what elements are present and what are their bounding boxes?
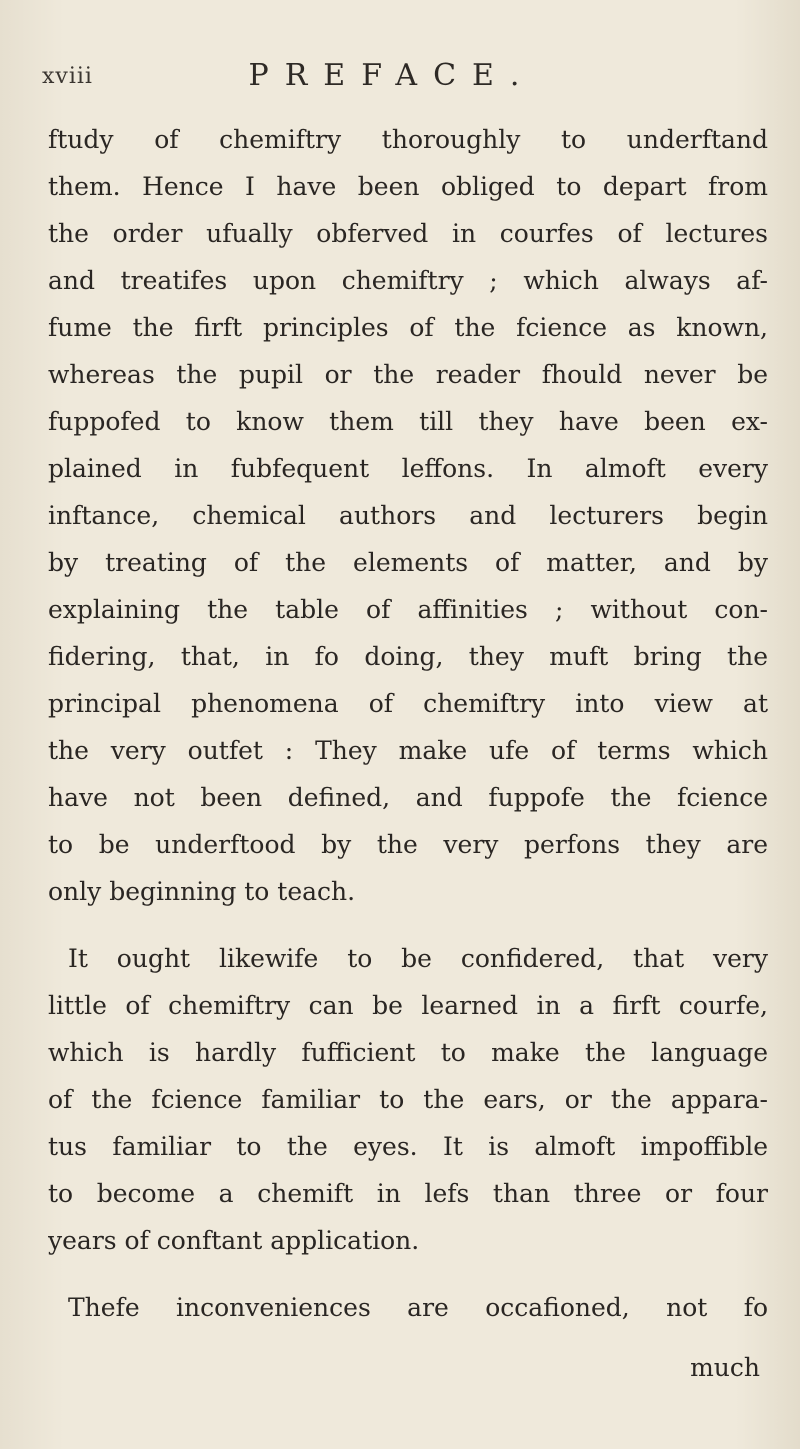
text-line: Thefe inconveniences are occafioned, not fo	[68, 1293, 768, 1322]
text-line: by treating of the elements of matter, and by	[48, 548, 768, 577]
paragraph-gap	[48, 915, 768, 935]
text-line: inftance, chemical authors and lecturers begin	[48, 501, 768, 530]
text-line: explaining the table of affinities ; without con-	[48, 595, 768, 624]
catchword: much	[690, 1353, 760, 1382]
text-line: principal phenomena of chemiftry into view at	[48, 689, 768, 718]
text-line: little of chemiftry can be learned in a firft courfe,	[48, 991, 768, 1020]
text-line: whereas the pupil or the reader fhould never be	[48, 360, 768, 389]
text-line: to be underftood by the very perfons they are	[48, 830, 768, 859]
text-line: It ought likewife to be confidered, that very	[68, 944, 768, 973]
running-title: PREFACE.	[248, 58, 536, 93]
text-line: ftudy of chemiftry thoroughly to underftand	[48, 125, 768, 154]
text-line: the order ufually obferved in courfes of lectures	[48, 219, 768, 248]
text-line: have not been defined, and fuppofe the fcience	[48, 783, 768, 812]
paragraph	[48, 116, 768, 915]
text-line: fuppofed to know them till they have been ex-	[48, 407, 768, 436]
text-line: fidering, that, in fo doing, they muft bring the	[48, 642, 768, 671]
text-line: years of conftant application.	[48, 1226, 420, 1255]
text-line: plained in fubfequent leffons. In almoft every	[48, 454, 768, 483]
text-line: to become a chemift in lefs than three or four	[48, 1179, 768, 1208]
text-line: which is hardly fufficient to make the language	[48, 1038, 768, 1067]
page-number: xviii	[42, 64, 93, 89]
paragraph	[48, 1284, 768, 1331]
text-line: of the fcience familiar to the ears, or the appara-	[48, 1085, 768, 1114]
text-line: only beginning to teach.	[48, 877, 356, 906]
body-text	[48, 116, 768, 1331]
text-line: them. Hence I have been obliged to depart from	[48, 172, 768, 201]
paragraph-gap	[48, 1264, 768, 1284]
page-header	[42, 58, 740, 102]
text-line: fume the firft principles of the fcience as known,	[48, 313, 768, 342]
text-line: the very outfet : They make ufe of terms which	[48, 736, 768, 765]
paragraph	[48, 935, 768, 1264]
text-line: and treatifes upon chemiftry ; which always af-	[48, 266, 768, 295]
text-line: tus familiar to the eyes. It is almoft impoffible	[48, 1132, 768, 1161]
